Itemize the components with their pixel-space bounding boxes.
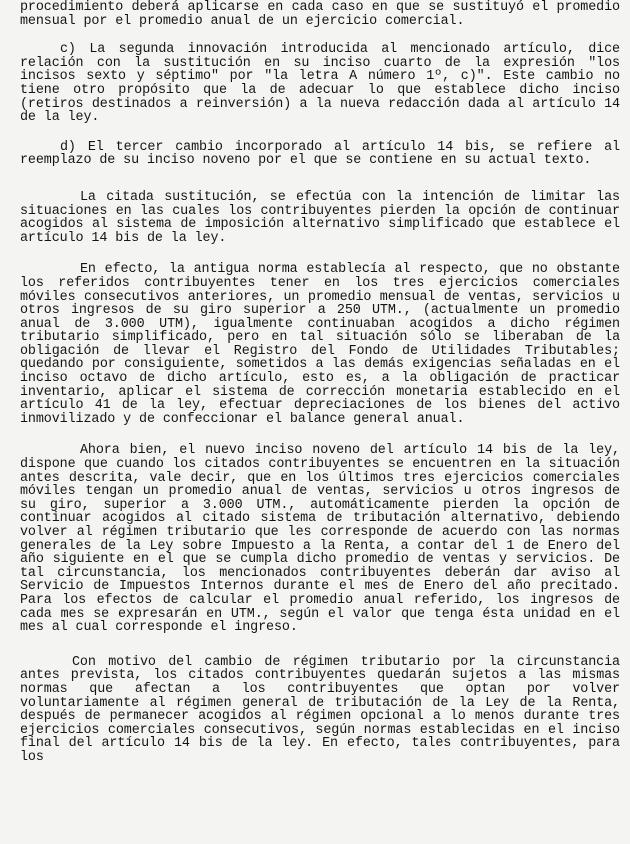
document-page: [0, 1, 630, 844]
paragraph-ahora-bien: Ahora bien, el nuevo inciso noveno del artículo 14 bis de la ley, dispone que cuando los citados contribuyentes se encuentren en la situación antes descrita, vale decir, que en los últimos tres ejercicios comerciales móviles tengan un promedio anual de ventas, servicios u otros ingresos de su giro, superior a 3.000 UTM., automáticamente pierden la opción de continuar acogidos al citado sistema de tributación alternativo, debiendo volver al régimen tributario que les corresponde de acuerdo con las normas generales de la Ley sobre Impuesto a la Renta, a contar del 1 de Enero del año siguiente en el que se cumpla dicho promedio de ventas y servicios. De tal circunstancia, los mencionados contribuyentes deberán dar aviso al Servicio de Impuestos Internos durante el mes de Enero del año precitado. Para los efectos de calcular el promedio anual referido, los ingresos de cada mes se expresarán en UTM., según el valor que tenga ésta unidad en el mes al cual corresponde el ingreso.: [20, 443, 620, 636]
paragraph-d: d) El tercer cambio incorporado al artículo 14 bis, se refiere al reemplazo de su inciso noveno por el que se contiene en su actual texto.: [20, 139, 620, 169]
paragraph-con-motivo: Con motivo del cambio de régimen tributario por la circunstancia antes prevista, los citados contribuyentes quedarán sujetos a las mismas normas que afectan a los contribuyentes que optan por volver voluntariamente al régimen general de tributación de la Ley de la Renta, después de permanecer acogidos al régimen opcional a lo menos durante tres ejercicios comerciales consecutivos, según normas establecidas en el inciso final del artículo 14 bis de la ley. En efecto, tales contribuyentes, para los: [20, 654, 620, 765]
paragraph-en-efecto: En efecto, la antigua norma establecía al respecto, que no obstante los referidos contribuyentes tener en los tres ejercicios comerciales móviles consecutivos anteriores, un promedio mensual de ventas, servicios u otros ingresos de su giro superior a 250 UTM., (actualmente un promedio anual de 3.000 UTM), igualmente continuaban acogidos a dicho régimen tributario simplificado, pero en tal situación sólo se liberaban de la obligación de llevar el Registro del Fondo de Utilidades Tributables; quedando por consiguiente, sometidos a las demás exigencias señaladas en el inciso octavo de dicho artículo, esto es, a la obligación de practicar inventario, aplicar el sistema de corrección monetaria establecido en el artículo 41 de la ley, efectuar depreciaciones de los bienes del activo inmovilizado y de confeccionar el balance general anual.: [20, 262, 620, 427]
paragraph-sustitucion: La citada sustitución, se efectúa con la intención de limitar las situaciones en las cuales los contribuyentes pierden la opción de continuar acogidos al sistema de imposición alternativo simplificado que establece el artículo 14 bis de la ley.: [20, 189, 620, 246]
paragraph-c: c) La segunda innovación introducida al mencionado artículo, dice relación con la sustitución en su inciso cuarto de la expresión "los incisos sexto y séptimo" por "la letra A número 1º, c)". Este cambio no tiene otro propósito que la de adecuar lo que establece dicho inciso (retiros destinados a reinversión) a la nueva redacción dada al artículo 14 de la ley.: [20, 42, 620, 126]
paragraph-1: procedimiento deberá aplicarse en cada caso en que se sustituyó el promedio mensual por el promedio anual de un ejercicio comercial.: [20, 0, 620, 29]
